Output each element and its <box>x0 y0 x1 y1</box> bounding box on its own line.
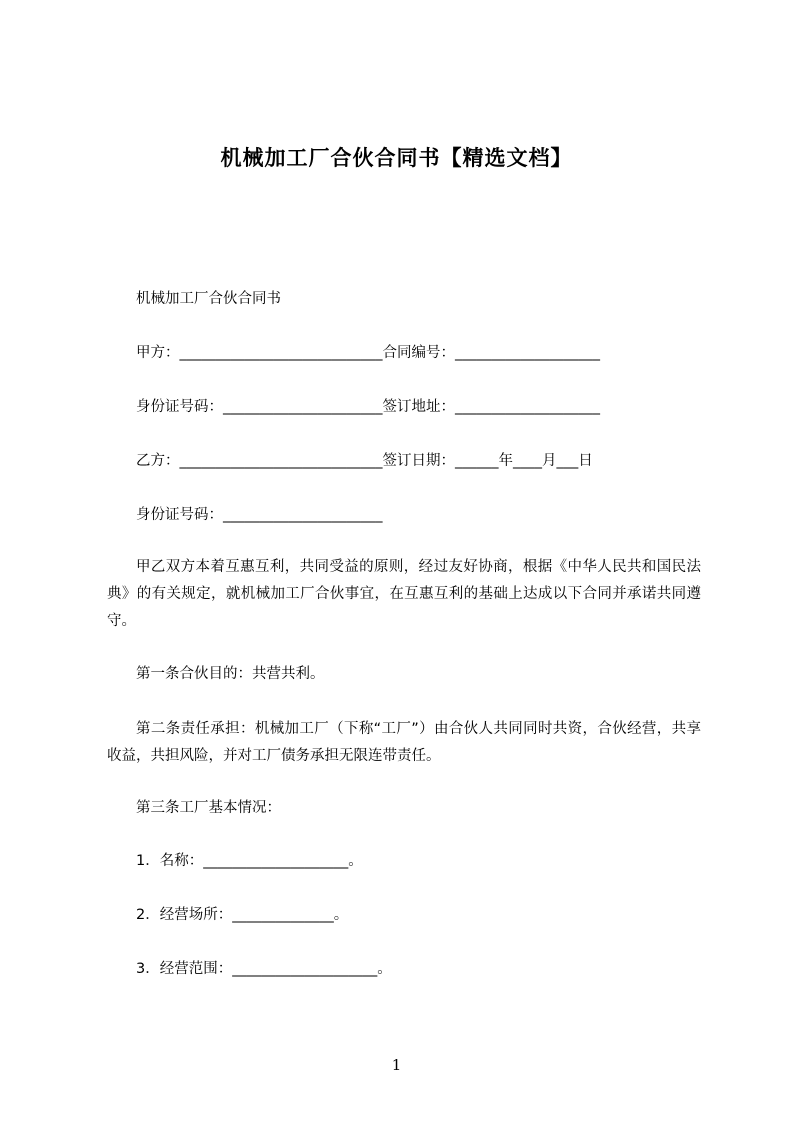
article-3: 第三条工厂基本情况： <box>136 800 281 816</box>
field-id-b: 身份证号码：______________________ <box>136 507 383 523</box>
field-party-a: 甲方：____________________________合同编号：____________________ <box>136 345 600 361</box>
page-number: 1 <box>391 1056 402 1074</box>
field-party-b: 乙方：____________________________签订日期：______年____月___日 <box>136 453 593 469</box>
field-id-a: 身份证号码：______________________签订地址：____________________ <box>136 399 600 415</box>
article-1: 第一条合伙目的：共营共利。 <box>136 666 325 682</box>
contract-subtitle: 机械加工厂合伙合同书 <box>136 291 281 307</box>
page-title: 机械加工厂合伙合同书【精选文档】 <box>220 146 573 170</box>
list-item-scope: 3．经营范围：____________________。 <box>136 961 392 977</box>
list-item-name: 1．名称：____________________。 <box>136 853 363 869</box>
article-2: 第二条责任承担：机械加工厂（下称“工厂”）由合伙人共同同时共资，合伙经营，共享收益，共担风险，并对工厂债务承担无限连带责任。 <box>107 721 701 764</box>
list-item-location: 2．经营场所：______________。 <box>136 907 349 923</box>
preamble-paragraph: 甲乙双方本着互惠互利，共同受益的原则，经过友好协商，根据《中华人民共和国民法典》的有关规定，就机械加工厂合伙事宜，在互惠互利的基础上达成以下合同并承诺共同遵守。 <box>107 559 701 629</box>
